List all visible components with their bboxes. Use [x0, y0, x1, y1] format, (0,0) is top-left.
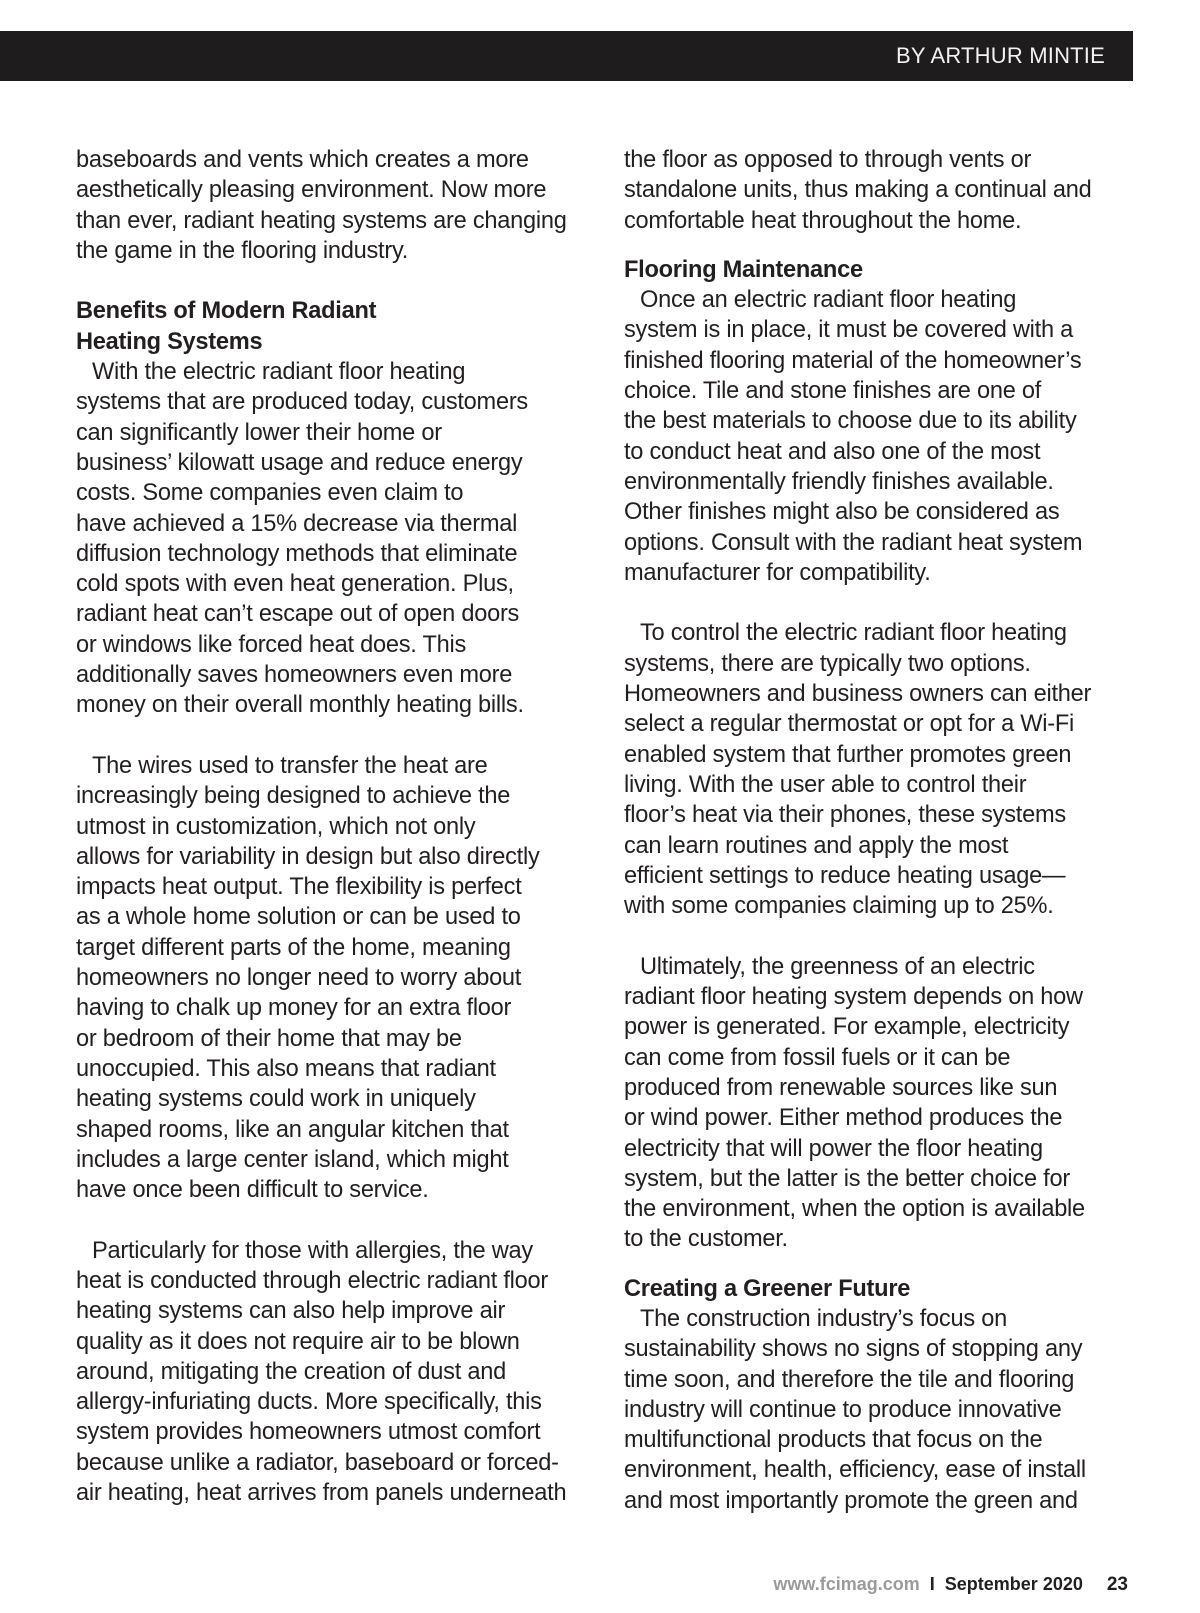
text-line: Once an electric radiant floor heating [640, 287, 1017, 314]
left-paragraph-1 [76, 145, 596, 266]
text-line: sustainability shows no signs of stopping any [624, 1336, 1083, 1363]
text-line: with some companies claiming up to 25%. [624, 893, 1054, 920]
text-line: radiant heat can’t escape out of open doors [76, 601, 520, 628]
text-line: comfortable heat throughout the home. [624, 207, 1022, 234]
text-line: heating systems can also help improve air [76, 1298, 506, 1325]
text-line: standalone units, thus making a continual and [624, 177, 1092, 204]
text-line: options. Consult with the radiant heat system [624, 529, 1083, 556]
text-line: environment, health, efficiency, ease of install [624, 1457, 1086, 1484]
text-line: can significantly lower their home or [76, 419, 442, 446]
text-line: baseboards and vents which creates a more [76, 147, 529, 173]
paragraph-gap [624, 236, 1144, 255]
text-line: the floor as opposed to through vents or [624, 147, 1032, 173]
paragraph-gap [624, 921, 1144, 951]
left-paragraph-3 [76, 751, 596, 1205]
text-line: allows for variability in design but also directly [76, 843, 540, 870]
paragraph-gap [624, 588, 1144, 618]
text-line: With the electric radiant floor heating [92, 359, 466, 386]
text-line: The wires used to transfer the heat are [92, 752, 488, 779]
heading-line: Benefits of Modern Radiant [76, 298, 377, 325]
text-line: multifunctional products that focus on the [624, 1427, 1043, 1454]
text-line: and most importantly promote the green and [624, 1487, 1078, 1514]
text-line: shaped rooms, like an angular kitchen that [76, 1116, 509, 1143]
text-line: Particularly for those with allergies, the way [92, 1237, 533, 1264]
text-line: finished flooring material of the homeowner’s [624, 347, 1082, 374]
left-paragraph-4 [76, 1236, 596, 1509]
text-line: because unlike a radiator, baseboard or forced- [76, 1449, 559, 1476]
text-line: air heating, heat arrives from panels underneath [76, 1480, 567, 1507]
footer-date: September 2020 [944, 1574, 1083, 1594]
text-line: or bedroom of their home that may be [76, 1025, 462, 1052]
text-line: to conduct heat and also one of the most [624, 438, 1041, 465]
text-line: includes a large center island, which might [76, 1146, 509, 1173]
text-line: having to chalk up money for an extra floor [76, 995, 512, 1022]
text-line: power is generated. For example, electricity [624, 1014, 1070, 1041]
text-line: homeowners no longer need to worry about [76, 965, 522, 992]
text-line: Other finishes might also be considered as [624, 499, 1060, 526]
paragraph-gap [624, 1255, 1144, 1274]
section-heading-flooring-maintenance: Flooring Maintenance [624, 256, 863, 283]
right-paragraph-5 [624, 1304, 1144, 1516]
text-line: choice. Tile and stone finishes are one of [624, 378, 1042, 405]
page-footer [773, 1573, 1128, 1596]
text-line: the game in the flooring industry. [76, 237, 409, 264]
text-line: allergy-infuriating ducts. More specifically, this [76, 1389, 542, 1416]
text-line: floor’s heat via their phones, these systems [624, 802, 1066, 829]
text-line: electricity that will power the floor heating [624, 1135, 1043, 1162]
text-line: radiant floor heating system depends on how [624, 984, 1083, 1011]
text-line: industry will continue to produce innovative [624, 1396, 1062, 1423]
text-line: aesthetically pleasing environment. Now more [76, 177, 547, 204]
text-line: heat is conducted through electric radiant floor [76, 1267, 548, 1294]
text-line: unoccupied. This also means that radiant [76, 1055, 496, 1082]
paragraph-gap [76, 266, 596, 296]
text-line: efficient settings to reduce heating usage— [624, 862, 1066, 889]
byline: BY ARTHUR MINTIE [896, 43, 1105, 68]
text-line: around, mitigating the creation of dust and [76, 1358, 506, 1385]
text-line: Ultimately, the greenness of an electric [640, 953, 1035, 980]
left-column [76, 145, 596, 1508]
paragraph-gap [76, 1205, 596, 1235]
text-line: business’ kilowatt usage and reduce energy [76, 449, 523, 476]
section-heading-greener-future: Creating a Greener Future [624, 1275, 911, 1302]
text-line: money on their overall monthly heating bills. [76, 692, 524, 719]
text-line: can come from fossil fuels or it can be [624, 1044, 1011, 1071]
text-line: can learn routines and apply the most [624, 832, 1009, 859]
text-line: the best materials to choose due to its ability [624, 408, 1077, 435]
paragraph-gap [76, 721, 596, 751]
text-line: produced from renewable sources like sun [624, 1074, 1058, 1101]
text-line: have achieved a 15% decrease via thermal [76, 510, 518, 537]
right-paragraph-2 [624, 285, 1144, 588]
text-line: Homeowners and business owners can either [624, 681, 1092, 708]
text-line: system is in place, it must be covered with a [624, 317, 1074, 344]
text-line: quality as it does not require air to be blown [76, 1328, 520, 1355]
right-column [624, 145, 1144, 1516]
header-bar [0, 31, 1133, 81]
text-line: as a whole home solution or can be used to [76, 904, 521, 931]
text-line: heating systems could work in uniquely [76, 1086, 476, 1113]
text-line: have once been difficult to service. [76, 1177, 429, 1204]
text-line: The construction industry’s focus on [640, 1305, 1007, 1332]
text-line: select a regular thermostat or opt for a Wi-Fi [624, 711, 1075, 738]
text-line: or wind power. Either method produces the [624, 1105, 1063, 1132]
footer-url[interactable]: www.fcimag.com [773, 1574, 920, 1594]
text-line: diffusion technology methods that eliminate [76, 540, 518, 567]
text-line: to the customer. [624, 1226, 788, 1253]
text-line: manufacturer for compatibility. [624, 559, 931, 586]
text-line: systems, there are typically two options. [624, 650, 1031, 677]
text-line: than ever, radiant heating systems are changing [76, 207, 567, 234]
text-line: costs. Some companies even claim to [76, 480, 464, 507]
page-number: 23 [1106, 1574, 1128, 1595]
text-line: target different parts of the home, meaning [76, 934, 511, 961]
text-line: environmentally friendly finishes available. [624, 468, 1054, 495]
text-line: or windows like forced heat does. This [76, 631, 467, 658]
text-line: utmost in customization, which not only [76, 813, 476, 840]
left-paragraph-2 [76, 357, 596, 721]
text-line: cold spots with even heat generation. Plus, [76, 571, 514, 598]
text-line: the environment, when the option is available [624, 1196, 1085, 1223]
text-line: additionally saves homeowners even more [76, 662, 513, 689]
right-paragraph-1 [624, 145, 1144, 236]
footer-separator: I [929, 1574, 935, 1594]
right-paragraph-3 [624, 618, 1144, 921]
text-line: system, but the latter is the better choice for [624, 1165, 1070, 1192]
text-line: enabled system that further promotes green [624, 741, 1072, 768]
text-line: increasingly being designed to achieve the [76, 783, 511, 810]
text-line: time soon, and therefore the tile and flooring [624, 1366, 1075, 1393]
text-line: impacts heat output. The flexibility is perfect [76, 874, 522, 901]
text-line: living. With the user able to control their [624, 771, 1027, 798]
text-line: To control the electric radiant floor heating [640, 620, 1067, 647]
text-line: systems that are produced today, customers [76, 389, 528, 416]
right-paragraph-4 [624, 952, 1144, 1255]
section-heading-benefits [76, 296, 596, 357]
text-line: system provides homeowners utmost comfort [76, 1419, 541, 1446]
heading-line: Heating Systems [76, 328, 263, 355]
